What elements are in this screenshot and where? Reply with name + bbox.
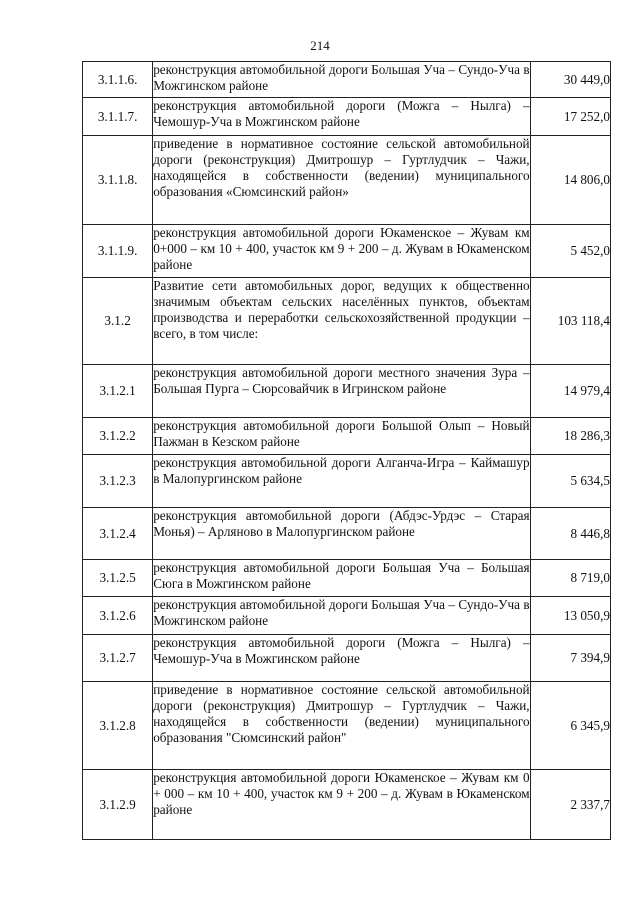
row-code: 3.1.2.3	[83, 455, 153, 508]
row-amount: 13 050,9	[530, 597, 610, 635]
row-amount: 6 345,9	[530, 682, 610, 770]
table-body	[83, 62, 611, 840]
row-description: реконструкция автомобильной дороги (Можга – Нылга) – Чемошур-Уча в Можгинском районе	[153, 98, 530, 136]
row-code: 3.1.1.6.	[83, 62, 153, 98]
table-row	[83, 455, 611, 508]
row-description: реконструкция автомобильной дороги Большой Олып – Новый Пажман в Кезском районе	[153, 418, 530, 455]
row-amount: 30 449,0	[530, 62, 610, 98]
row-code: 3.1.2.2	[83, 418, 153, 455]
row-code: 3.1.2	[83, 278, 153, 365]
row-amount: 7 394,9	[530, 635, 610, 682]
row-amount: 103 118,4	[530, 278, 610, 365]
row-code: 3.1.2.9	[83, 770, 153, 840]
table-row	[83, 278, 611, 365]
row-amount: 8 719,0	[530, 560, 610, 597]
row-amount: 5 452,0	[530, 225, 610, 278]
row-code: 3.1.2.8	[83, 682, 153, 770]
row-code: 3.1.2.5	[83, 560, 153, 597]
table-row	[83, 560, 611, 597]
row-description: реконструкция автомобильной дороги Юкаменское – Жувам км 0+000 – км 10 + 400, участок км 9 + 200 – д. Жувам в Юкаменском районе	[153, 225, 530, 278]
row-description: реконструкция автомобильной дороги Юкаменское – Жувам км 0 + 000 – км 10 + 400, участок км 9 + 200 – д. Жувам в Юкаменском районе	[153, 770, 530, 840]
row-amount: 5 634,5	[530, 455, 610, 508]
row-description: реконструкция автомобильной дороги Большая Уча – Сундо-Уча в Можгинском районе	[153, 597, 530, 635]
row-code: 3.1.1.8.	[83, 136, 153, 225]
row-amount: 8 446,8	[530, 508, 610, 560]
table-row	[83, 136, 611, 225]
row-code: 3.1.2.6	[83, 597, 153, 635]
row-description: реконструкция автомобильной дороги (Можга – Нылга) – Чемошур-Уча в Можгинском районе	[153, 635, 530, 682]
table-row	[83, 225, 611, 278]
row-amount: 17 252,0	[530, 98, 610, 136]
row-description: реконструкция автомобильной дороги Большая Уча – Большая Сюга в Можгинском районе	[153, 560, 530, 597]
row-code: 3.1.1.7.	[83, 98, 153, 136]
row-code: 3.1.2.4	[83, 508, 153, 560]
row-code: 3.1.1.9.	[83, 225, 153, 278]
row-description: приведение в нормативное состояние сельской автомобильной дороги (реконструкция) Дмитрошур – Гуртлудчик – Чажи, находящейся в собственности (ведении) муниципального образования "Сюмсинский район"	[153, 682, 530, 770]
table-row	[83, 62, 611, 98]
table-row	[83, 597, 611, 635]
table-row	[83, 98, 611, 136]
table-row	[83, 635, 611, 682]
page-number: 214	[310, 38, 330, 53]
row-description: реконструкция автомобильной дороги Большая Уча – Сундо-Уча в Можгинском районе	[153, 62, 530, 98]
table-row	[83, 770, 611, 840]
table-row	[83, 682, 611, 770]
row-description: реконструкция автомобильной дороги Алганча-Игра – Каймашур в Малопургинском районе	[153, 455, 530, 508]
row-description: приведение в нормативное состояние сельской автомобильной дороги (реконструкция) Дмитрошур – Гуртлудчик – Чажи, находящейся в собственности (ведении) муниципального образования «Сюмсинский район»	[153, 136, 530, 225]
row-code: 3.1.2.7	[83, 635, 153, 682]
budget-table	[82, 61, 611, 840]
row-code: 3.1.2.1	[83, 365, 153, 418]
table-row	[83, 365, 611, 418]
table-row	[83, 418, 611, 455]
row-description: Развитие сети автомобильных дорог, ведущих к общественно значимым объектам сельских населённых пунктов, объектам производства и переработки сельскохозяйственной продукции – всего, в том числе:	[153, 278, 530, 365]
table-row	[83, 508, 611, 560]
row-amount: 14 979,4	[530, 365, 610, 418]
row-amount: 14 806,0	[530, 136, 610, 225]
row-description: реконструкция автомобильной дороги местного значения Зура – Большая Пурга – Сюрсовайчик в Игринском районе	[153, 365, 530, 418]
row-amount: 2 337,7	[530, 770, 610, 840]
row-description: реконструкция автомобильной дороги (Абдэс-Урдэс – Старая Монья) – Арляново в Малопургинском районе	[153, 508, 530, 560]
row-amount: 18 286,3	[530, 418, 610, 455]
